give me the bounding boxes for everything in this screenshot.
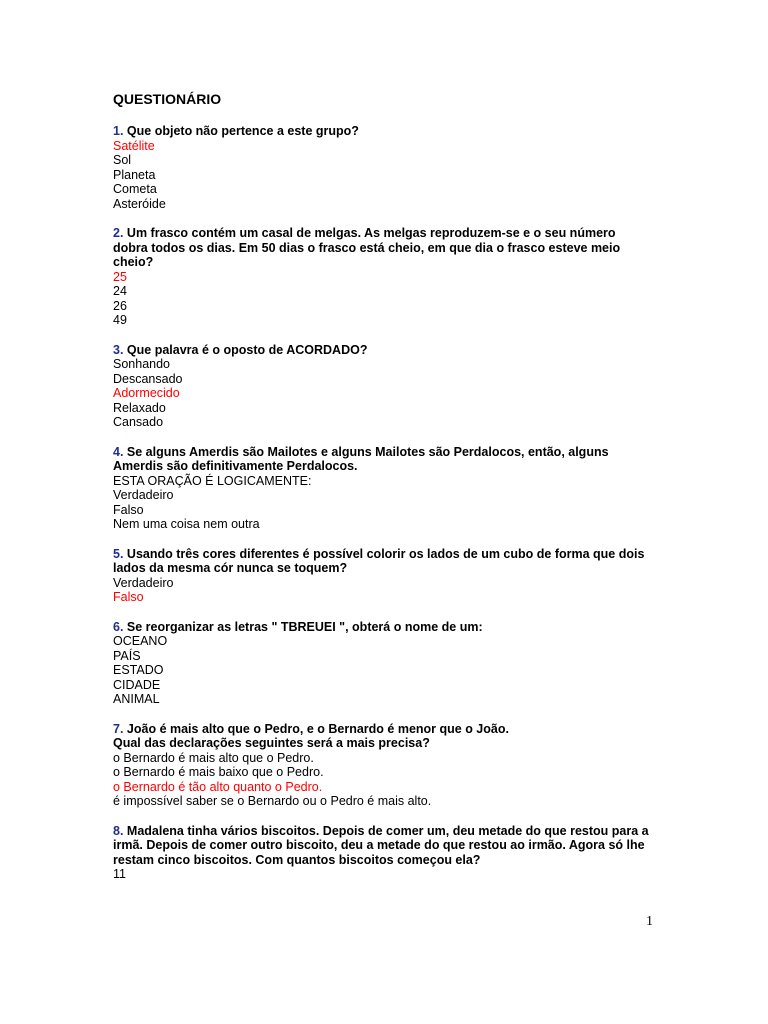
question-5-prompt: Usando três cores diferentes é possível colorir os lados de um cubo de forma que dois lados da mesma cór nunca se toquem?	[113, 546, 645, 575]
question-3-number: 3.	[113, 342, 124, 357]
question-6	[113, 620, 653, 707]
question-4-option-3: Nem uma coisa nem outra	[113, 517, 260, 531]
question-3-option-4: Relaxado	[113, 400, 166, 415]
question-6-option-1: OCEANO	[113, 634, 168, 648]
page-title: QUESTIONÁRIO	[113, 91, 222, 107]
question-2-option-4: 49	[113, 313, 127, 327]
question-2-prompt: Um frasco contém um casal de melgas. As melgas reproduzem-se e o seu número dobra todos os dias. Em 50 dias o frasco está cheio, em que dia o frasco esteve meio cheio?	[113, 226, 621, 269]
question-8	[113, 824, 653, 882]
question-5	[113, 547, 653, 605]
question-7-prompt: João é mais alto que o Pedro, e o Bernardo é menor que o João.	[126, 721, 509, 736]
question-6-option-5: ANIMAL	[113, 692, 160, 706]
question-1-option-4: Cometa	[113, 182, 157, 196]
question-3-text	[113, 343, 653, 358]
question-7-option-1: o Bernardo é mais alto que o Pedro.	[113, 750, 314, 765]
question-7-option-4: é impossível saber se o Bernardo ou o Pedro é mais alto.	[113, 794, 432, 808]
question-7-text	[113, 722, 653, 737]
question-1-number: 1.	[113, 124, 124, 138]
question-1-option-2: Sol	[113, 153, 132, 167]
question-2-text	[113, 226, 653, 270]
question-2	[113, 226, 653, 328]
page-number: 1	[646, 914, 653, 929]
question-7-option-3: o Bernardo é tão alto quanto o Pedro.	[113, 779, 323, 794]
question-8-prompt: Madalena tinha vários biscoitos. Depois de comer um, deu metade do que restou para a irmã. Depois de comer outro biscoito, deu a metade do que restou ao irmão. Agora só lhe restam cinco biscoitos. Com quantos biscoitos começou ela?	[113, 823, 649, 867]
question-3	[113, 343, 653, 430]
question-4	[113, 445, 653, 532]
question-2-option-3: 26	[113, 298, 127, 313]
question-1	[113, 124, 653, 211]
question-7-option-2: o Bernardo é mais baixo que o Pedro.	[113, 765, 324, 779]
question-4-option-2: Falso	[113, 502, 144, 517]
question-6-prompt: Se reorganizar as letras " TBREUEI ", obterá o nome de um:	[126, 619, 483, 634]
question-3-option-1: Sonhando	[113, 357, 171, 371]
question-4-option-1: Verdadeiro	[113, 488, 174, 502]
question-6-number: 6.	[113, 619, 124, 634]
document-body	[113, 90, 653, 897]
question-6-text	[113, 620, 653, 635]
question-2-option-2: 24	[113, 284, 127, 298]
question-5-number: 5.	[113, 546, 124, 561]
question-5-text	[113, 547, 653, 576]
question-6-option-3: ESTADO	[113, 663, 164, 677]
question-1-option-5: Asteróide	[113, 196, 166, 211]
question-2-option-1: 25	[113, 269, 127, 284]
question-4-text	[113, 445, 653, 474]
question-4-subtext: ESTA ORAÇÃO É LOGICAMENTE:	[113, 473, 312, 488]
question-4-prompt: Se alguns Amerdis são Mailotes e alguns Mailotes são Perdalocos, então, alguns Amerdis são definitivamente Perdalocos.	[113, 444, 609, 473]
question-8-option-1: 11	[113, 867, 126, 881]
question-8-text	[113, 824, 653, 868]
question-1-option-1: Satélite	[113, 138, 155, 153]
question-3-option-5: Cansado	[113, 415, 164, 429]
question-1-option-3: Planeta	[113, 167, 156, 182]
question-5-option-2: Falso	[113, 590, 144, 604]
question-7-text-2: Qual das declarações seguintes será a mais precisa?	[113, 736, 430, 750]
question-1-prompt: Que objeto não pertence a este grupo?	[126, 124, 359, 138]
question-3-option-2: Descansado	[113, 371, 183, 386]
question-3-option-3: Adormecido	[113, 386, 180, 400]
question-7	[113, 722, 653, 809]
question-5-option-1: Verdadeiro	[113, 575, 174, 590]
question-7-number: 7.	[113, 721, 124, 736]
question-6-option-4: CIDADE	[113, 677, 161, 692]
question-3-prompt: Que palavra é o oposto de ACORDADO?	[126, 342, 368, 357]
question-6-option-2: PAÍS	[113, 648, 141, 663]
question-1-text	[113, 124, 653, 139]
question-8-number: 8.	[113, 823, 124, 838]
question-2-number: 2.	[113, 226, 124, 240]
question-4-number: 4.	[113, 444, 124, 459]
